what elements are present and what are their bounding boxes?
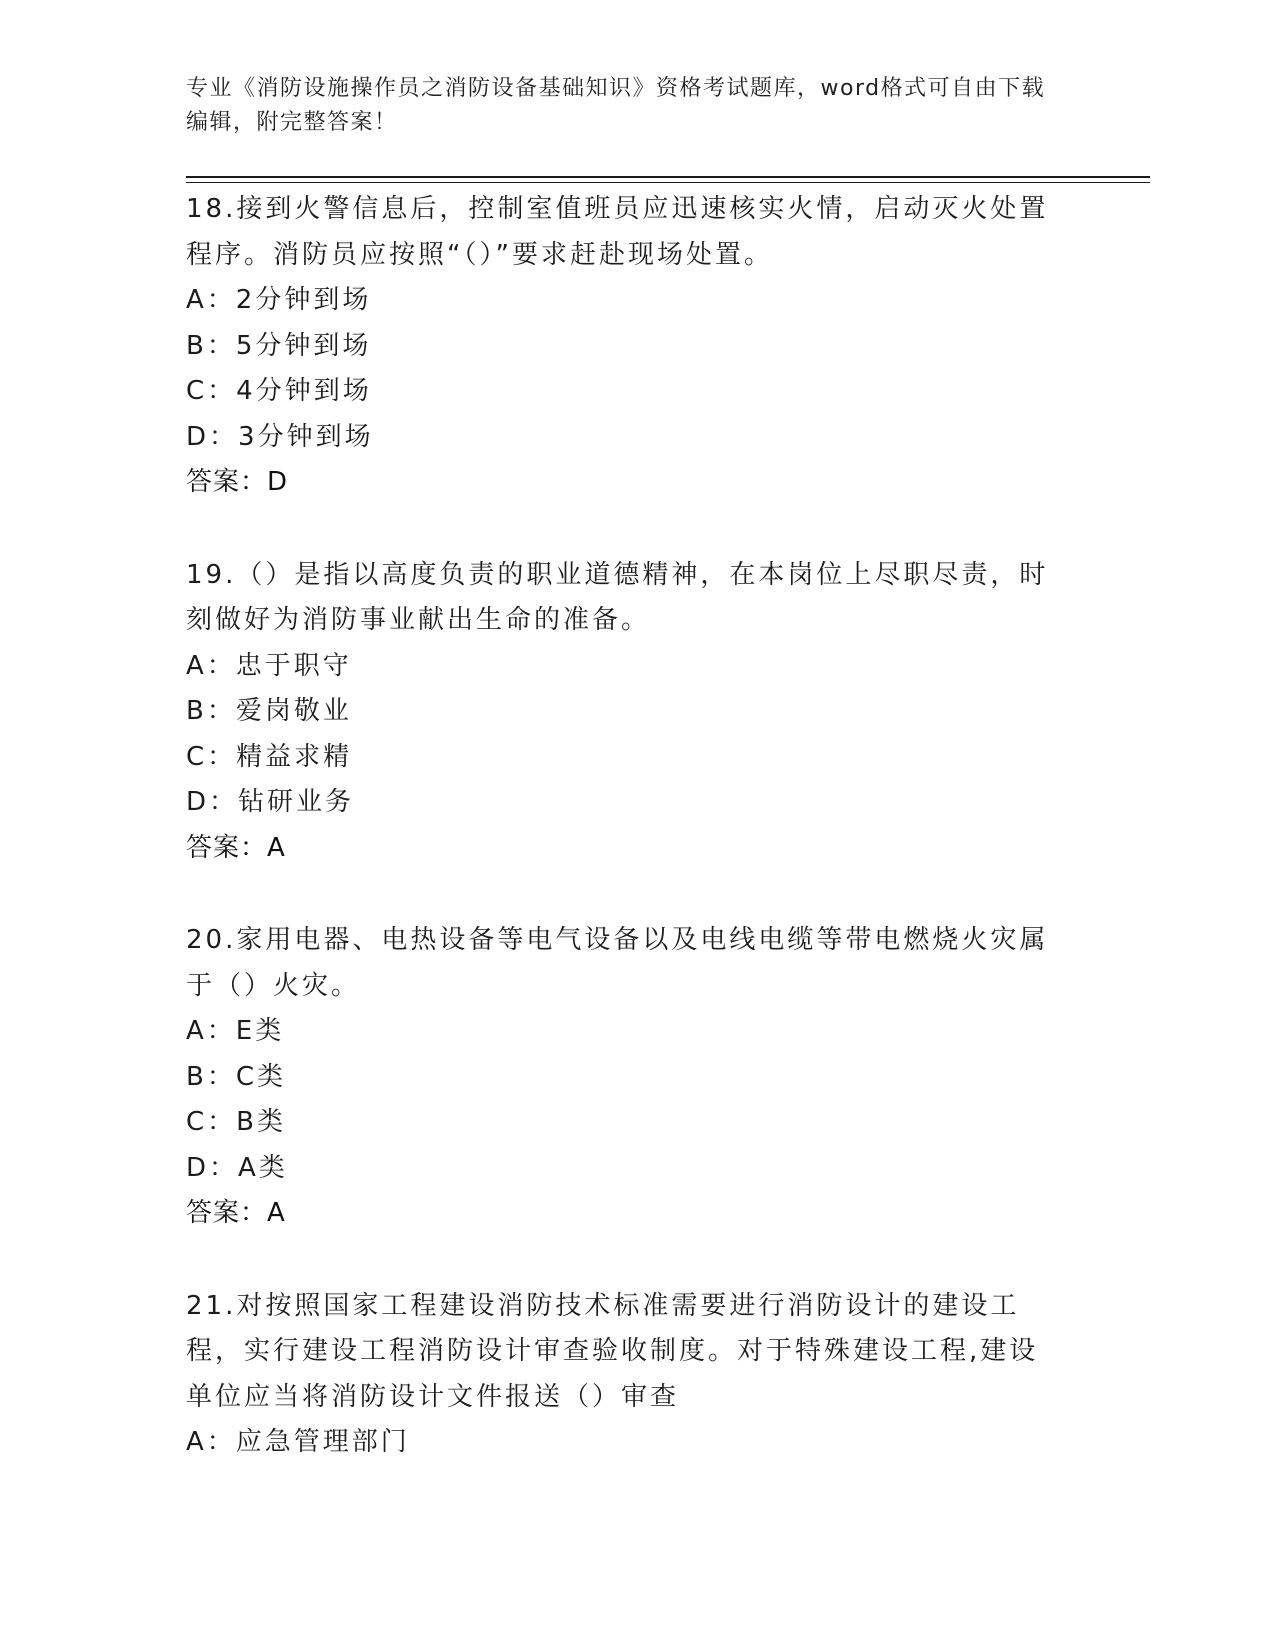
option-d: D：A类 — [186, 1152, 288, 1183]
option-d: D：钻研业务 — [186, 787, 355, 817]
option-a: A：E类 — [186, 1016, 285, 1046]
option-d: D：3分钟到场 — [186, 421, 374, 452]
answer-line: 答案：A — [186, 832, 286, 863]
option-a: A：忠于职守 — [186, 650, 352, 681]
question-19 — [186, 553, 1086, 872]
question-stem: 21.对按照国家工程建设消防技术标准需要进行消防设计的建设工程，实行建设工程消防设计审查验收制度。对于特殊建设工程,建设单位应当将消防设计文件报送（）审查 — [186, 1290, 1039, 1412]
question-stem: 20.家用电器、电热设备等电气设备以及电线电缆等带电燃烧火灾属于（）火灾。 — [186, 925, 1049, 1001]
question-18 — [186, 187, 1086, 506]
option-c: C：B类 — [186, 1107, 286, 1137]
document-header: 专业《消防设施操作员之消防设备基础知识》资格考试题库，word格式可自由下载编辑，附完整答案！ — [186, 76, 1046, 135]
question-21 — [186, 1284, 1086, 1466]
answer-line: 答案：A — [186, 1198, 286, 1228]
option-b: B：爱岗敬业 — [186, 696, 352, 726]
option-a: A：应急管理部门 — [186, 1427, 410, 1457]
question-stem: 18.接到火警信息后，控制室值班员应迅速核实火情，启动灭火处置程序。消防员应按照“（）”要求赶赴现场处置。 — [186, 194, 1049, 270]
header-divider-thin — [186, 182, 1150, 183]
question-stem: 19.（）是指以高度负责的职业道德精神，在本岗位上尽职尽责，时刻做好为消防事业献出生命的准备。 — [186, 559, 1049, 635]
option-c: C：精益求精 — [186, 741, 353, 772]
option-b: B：5分钟到场 — [186, 330, 372, 361]
question-list — [186, 187, 1086, 1513]
option-c: C：4分钟到场 — [186, 376, 372, 406]
question-20 — [186, 918, 1086, 1237]
header-divider-thick — [186, 176, 1150, 178]
option-a: A：2分钟到场 — [186, 285, 372, 315]
option-b: B：C类 — [186, 1061, 286, 1092]
answer-line: 答案：D — [186, 467, 289, 497]
